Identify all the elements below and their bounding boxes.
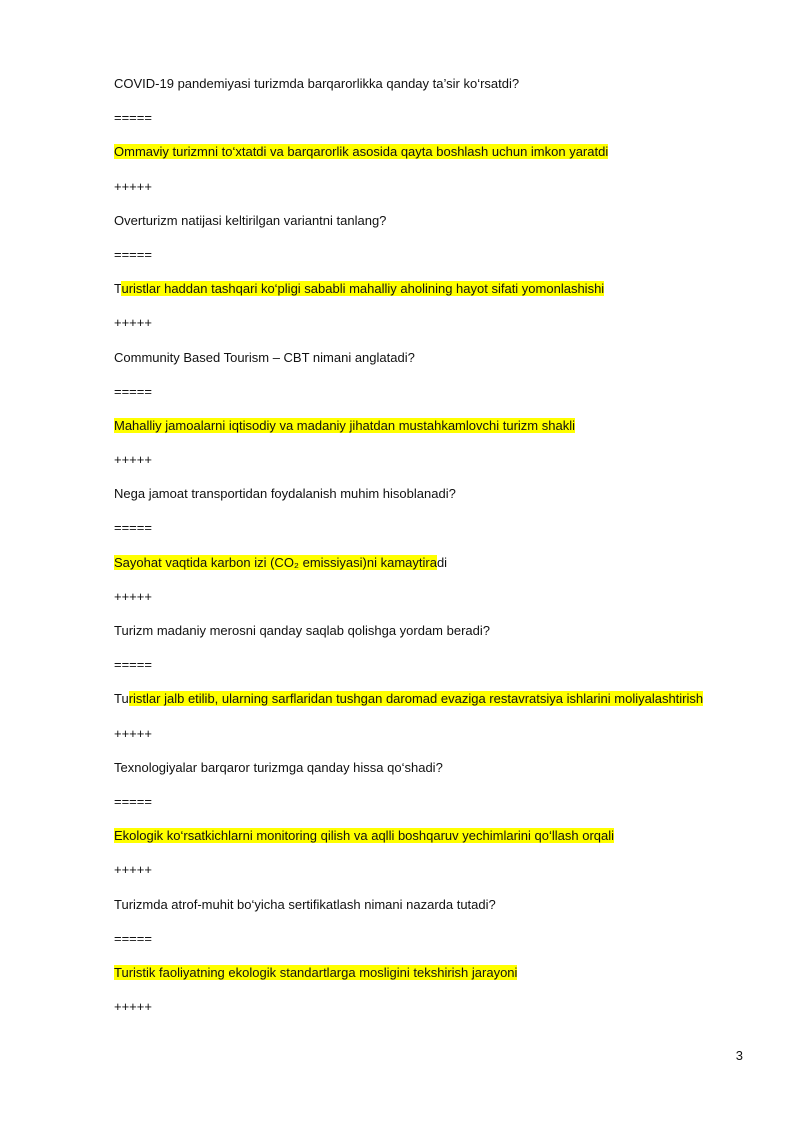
answer-suffix: di bbox=[436, 554, 448, 570]
answer-prefix: T bbox=[114, 281, 122, 297]
separator: ===== bbox=[114, 793, 152, 809]
answer-text bbox=[114, 143, 754, 161]
question-text: Overturizm natijasi keltirilgan variantni tanlang? bbox=[114, 212, 387, 228]
answer-prefix: Tu bbox=[114, 691, 129, 707]
separator: ===== bbox=[114, 657, 152, 673]
separator: ===== bbox=[114, 930, 152, 946]
answer-text bbox=[114, 554, 754, 572]
question-text: Turizmda atrof-muhit bo‘yicha sertifikatlash nimani nazarda tutadi? bbox=[114, 896, 496, 912]
answer-highlight: Sayohat vaqtida karbon izi (CO₂ emissiyasi)ni kamaytira bbox=[114, 554, 437, 570]
question-text: Turizm madaniy merosni qanday saqlab qolishga yordam beradi? bbox=[114, 623, 490, 638]
end-marker: +++++ bbox=[114, 315, 152, 331]
question-text: COVID-19 pandemiyasi turizmda barqarorlikka qanday ta’sir ko‘rsatdi? bbox=[114, 76, 520, 91]
question-text: Texnologiyalar barqaror turizmga qanday hissa qo‘shadi? bbox=[114, 759, 443, 775]
answer-text bbox=[114, 690, 754, 708]
end-marker: +++++ bbox=[114, 452, 152, 468]
answer-highlight: Ekologik ko‘rsatkichlarni monitoring qilish va aqlli boshqaruv yechimlarini qo‘llash orqali bbox=[114, 828, 615, 844]
question-text: Community Based Tourism – CBT nimani anglatadi? bbox=[114, 349, 415, 365]
separator: ===== bbox=[114, 383, 152, 399]
separator: ===== bbox=[114, 520, 152, 536]
separator: ===== bbox=[114, 246, 152, 262]
end-marker: +++++ bbox=[114, 588, 152, 604]
end-marker: +++++ bbox=[114, 999, 152, 1015]
answer-text bbox=[114, 964, 754, 982]
answer-highlight: ristlar jalb etilib, ularning sarflaridan tushgan daromad evaziga restavratsiya ishlarini moliyalashtirish bbox=[128, 691, 704, 707]
answer-text bbox=[114, 280, 754, 298]
question-list bbox=[114, 75, 754, 1032]
separator: ===== bbox=[114, 110, 152, 126]
answer-highlight: Turistik faoliyatning ekologik standartlarga mosligini tekshirish jarayoni bbox=[114, 964, 518, 980]
end-marker: +++++ bbox=[114, 862, 152, 878]
end-marker: +++++ bbox=[114, 178, 152, 194]
answer-highlight: Mahalliy jamoalarni iqtisodiy va madaniy jihatdan mustahkamlovchi turizm shakli bbox=[114, 417, 575, 433]
end-marker: +++++ bbox=[114, 725, 152, 741]
answer-highlight: Ommaviy turizmni to‘xtatdi va barqarorlik asosida qayta boshlash uchun imkon yaratdi bbox=[114, 144, 609, 160]
question-text: Nega jamoat transportidan foydalanish muhim hisoblanadi? bbox=[114, 486, 456, 502]
answer-highlight: uristlar haddan tashqari ko‘pligi sababli mahalliy aholining hayot sifati yomonlashishi bbox=[121, 281, 605, 297]
answer-text bbox=[114, 827, 754, 845]
answer-text bbox=[114, 417, 754, 435]
page-number: 3 bbox=[735, 1048, 743, 1063]
